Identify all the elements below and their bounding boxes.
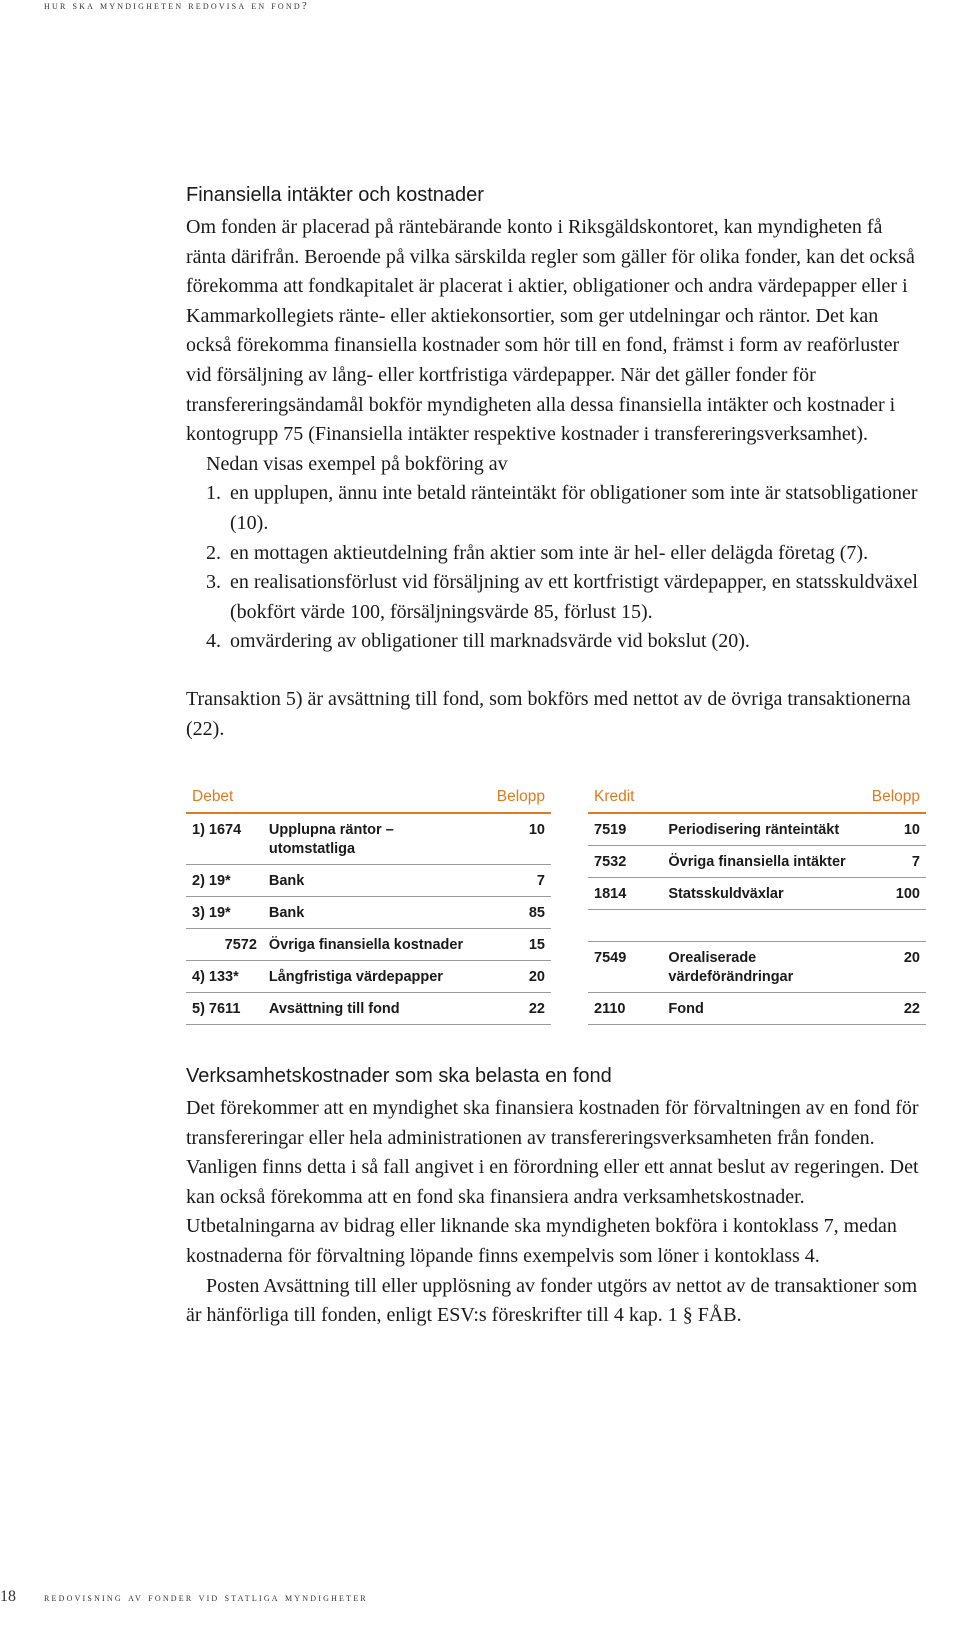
kredit-amount-header: Belopp xyxy=(865,784,926,813)
account-cell: 4) 133* xyxy=(186,961,263,993)
paragraph-operating-costs: Det förekommer att en myndighet ska finansiera kostnaden för förvaltningen av en fond för transfereringar eller hela administrationen av transfereringsverksamheten från fonden. Vanligen finns detta i så fall angivet i en förordning eller ett annat beslut av regeringen. Det kan också förekomma att en fond ska finansiera andra verksamhetskostnader. Utbetalningarna av bidrag eller liknande ska myndigheten bokföra i kontoklass 7, medan kostnaderna för förvaltning löpande finns exempelvis som löner i kontoklass 4. xyxy=(186,1097,919,1268)
examples-intro: Nedan visas exempel på bokföring av xyxy=(206,452,508,475)
account-cell: 7519 xyxy=(588,813,662,846)
debet-amount-header: Belopp xyxy=(488,784,551,813)
amount-cell: 20 xyxy=(488,961,551,993)
description-cell: Statsskuldväxlar xyxy=(662,878,865,910)
list-item-number: 1. xyxy=(206,482,221,505)
description-cell: Fond xyxy=(662,993,865,1025)
list-item-text: en realisationsförlust vid försäljning av ett kortfristigt värdepapper, en statsskuldväxel (bokfört värde 100, försäljningsvärde 85, förlust 15). xyxy=(230,571,918,623)
table-row xyxy=(186,993,551,1025)
account-cell: 3) 19* xyxy=(186,897,263,929)
description-cell: Långfristiga värdepapper xyxy=(263,961,488,993)
amount-cell: 22 xyxy=(488,993,551,1025)
table-row xyxy=(186,897,551,929)
account-cell: 5) 7611 xyxy=(186,993,263,1025)
table-row xyxy=(588,878,926,910)
paragraph-financial: Om fonden är placerad på räntebärande konto i Riksgäldskontoret, kan myndigheten få ränta därifrån. Beroende på vilka särskilda regler som gäller för olika fonder, kan det också förekomma att fondkapitalet är placerat i aktier, obligationer och andra värdepapper eller i Kammarkollegiets ränte- eller aktiekonsortier, som ger utdelningar och räntor. Det kan också förekomma finansiella kostnader som hör till en fond, främst i form av reaförluster vid försäljning av lång- eller kortfristiga värdepapper. När det gäller fonder för transfereringsändamål bokför myndigheten alla dessa finansiella intäkter och kostnader i kontogrupp 75 (Finansiella intäkter respektive kostnader i transfereringsverksamhet). xyxy=(186,216,915,446)
amount-cell: 7 xyxy=(488,865,551,897)
running-head: hur ska myndigheten redovisa en fond? xyxy=(44,0,309,12)
table-row xyxy=(588,910,926,942)
footer-title: redovisning av fonder vid statliga myndigheter xyxy=(44,1590,368,1604)
account-cell: 7549 xyxy=(588,942,662,993)
amount-cell: 85 xyxy=(488,897,551,929)
description-cell: Periodisering ränteintäkt xyxy=(662,813,865,846)
account-cell: 1) 1674 xyxy=(186,813,263,865)
description-cell: Upplupna räntor – utomstatliga xyxy=(263,813,488,865)
ledger-tables xyxy=(186,784,926,1025)
page-footer xyxy=(0,1588,368,1606)
description-cell: Bank xyxy=(263,897,488,929)
amount-cell: 10 xyxy=(865,813,926,846)
table-row xyxy=(186,865,551,897)
description-cell: Bank xyxy=(263,865,488,897)
list-item-number: 3. xyxy=(206,571,221,594)
account-cell: 2110 xyxy=(588,993,662,1025)
table-row xyxy=(588,846,926,878)
amount-cell: 20 xyxy=(865,942,926,993)
main-content xyxy=(186,184,926,1331)
account-cell: 1814 xyxy=(588,878,662,910)
amount-cell: 22 xyxy=(865,993,926,1025)
account-cell xyxy=(588,910,662,942)
description-cell: Avsättning till fond xyxy=(263,993,488,1025)
list-item-number: 2. xyxy=(206,541,221,564)
description-cell xyxy=(662,910,865,942)
list-item xyxy=(206,479,926,538)
list-item-number: 4. xyxy=(206,630,221,653)
section-heading-operating-costs: Verksamhetskostnader som ska belasta en fond xyxy=(186,1065,612,1088)
description-cell: Övriga finansiella intäkter xyxy=(662,846,865,878)
list-item-text: en upplupen, ännu inte betald ränteintäkt för obligationer som inte är statsobligationer (10). xyxy=(230,482,918,534)
debet-table xyxy=(186,784,551,1025)
description-cell: Övriga finansiella kostnader xyxy=(263,929,488,961)
account-cell: 7572 xyxy=(186,929,263,961)
list-item xyxy=(206,539,926,569)
table-row xyxy=(588,942,926,993)
list-item-text: omvärdering av obligationer till marknadsvärde vid bokslut (20). xyxy=(230,630,750,653)
list-item-text: en mottagen aktieutdelning från aktier som inte är hel- eller delägda företag (7). xyxy=(230,541,869,564)
kredit-table xyxy=(588,784,926,1025)
debet-header: Debet xyxy=(186,784,488,813)
amount-cell: 100 xyxy=(865,878,926,910)
table-row xyxy=(588,813,926,846)
amount-cell xyxy=(865,910,926,942)
table-row xyxy=(588,993,926,1025)
account-cell: 7532 xyxy=(588,846,662,878)
examples-list xyxy=(186,479,926,657)
section-heading-financial: Finansiella intäkter och kostnader xyxy=(186,184,484,206)
list-item xyxy=(206,627,926,657)
description-cell: Orealiserade värdeförändringar xyxy=(662,942,865,993)
transaction-note: Transaktion 5) är avsättning till fond, som bokförs med nettot av de övriga transaktionerna (22). xyxy=(186,687,911,740)
table-row xyxy=(186,813,551,865)
amount-cell: 15 xyxy=(488,929,551,961)
table-row xyxy=(186,929,551,961)
table-row xyxy=(186,961,551,993)
amount-cell: 7 xyxy=(865,846,926,878)
account-cell: 2) 19* xyxy=(186,865,263,897)
page-number: 18 xyxy=(0,1588,16,1605)
amount-cell: 10 xyxy=(488,813,551,865)
list-item xyxy=(206,568,926,627)
paragraph-allocation: Posten Avsättning till eller upplösning av fonder utgörs av nettot av de transaktioner som är hänförliga till fonden, enligt ESV:s föreskrifter till 4 kap. 1 § FÅB. xyxy=(186,1274,918,1327)
kredit-header: Kredit xyxy=(588,784,865,813)
